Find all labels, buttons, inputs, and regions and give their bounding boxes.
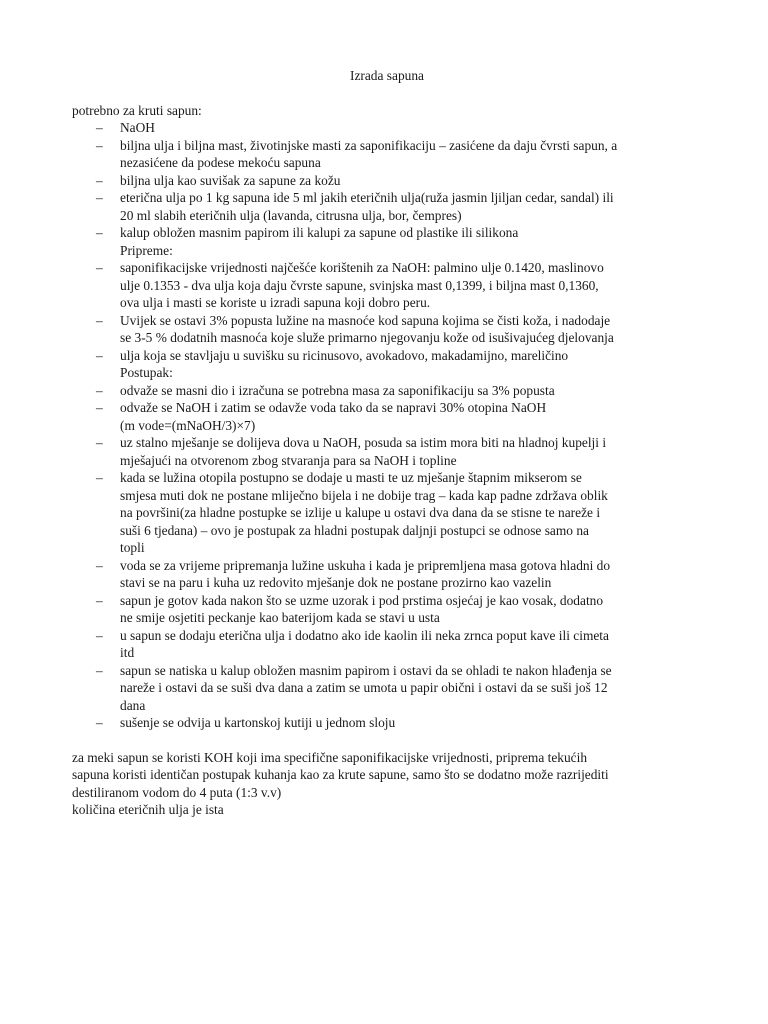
list-item: [72, 224, 702, 242]
text-line: na površini(za hladne postupke se izlije u kalupe u ostavi dva dana da se stisne te nareže i: [120, 505, 601, 520]
list-item: [72, 592, 702, 627]
list-item: [72, 189, 702, 224]
list-item: [72, 347, 702, 365]
text-line: u sapun se dodaju eterična ulja i dodatno ako ide kaolin ili neka zrnca poput kave ili cimeta: [120, 627, 609, 643]
list-item: [72, 399, 702, 434]
dash-bullet-icon: –: [96, 470, 103, 485]
text-line: kada se lužina otopila postupno se dodaje u masti te uz mješanje štapnim mikserom se: [120, 470, 582, 485]
text-line: Postupak:: [120, 365, 173, 380]
section-heading: [72, 364, 702, 382]
list-item: [72, 312, 702, 347]
list-item: [72, 662, 702, 715]
intro-line: potrebno za kruti sapun:: [72, 102, 202, 118]
text-line: Uvijek se ostavi 3% popusta lužine na masnoće kod sapuna kojima se čisti koža, i nadodaje: [120, 312, 611, 328]
document-page: [72, 67, 702, 819]
dash-bullet-icon: –: [96, 172, 103, 188]
text-line: suši 6 tjedana) – ovo je postupak za hladni postupak daljnji postupci se odnose samo na: [120, 522, 589, 538]
dash-bullet-icon: –: [96, 312, 103, 328]
text-line: kalup obložen masnim papirom ili kalupi za sapune od plastike ili silikona: [120, 225, 519, 240]
list-item: [72, 627, 702, 662]
list-item: [72, 557, 702, 592]
text-line: saponifikacijske vrijednosti najčešće korištenih za NaOH: palmino ulje 0.1420, maslinovo: [120, 260, 604, 275]
text-line: stavi se na paru i kuha uz redovito mješanje dok ne postane prozirno kao vazelin: [120, 575, 552, 590]
text-line: sapuna koristi identičan postupak kuhanja kao za krute sapune, samo što se dodatno može razrijediti: [72, 767, 609, 782]
final-line: količina eteričnih ulja je ista: [72, 802, 224, 817]
text-line: destiliranom vodom do 4 puta (1:3 v.v): [72, 784, 282, 800]
text-line: sapun je gotov kada nakon što se uzme uzorak i pod prstima osjećaj je kao vosak, dodatno: [120, 592, 604, 608]
dash-bullet-icon: –: [96, 260, 103, 275]
text-line: ulje 0.1353 - dva ulja koja daju čvrste sapune, svinjska mast 0,1399, i biljna mast 0,1360,: [120, 277, 599, 293]
text-line: uz stalno mješanje se dolijeva dova u NaOH, posuda sa istim mora biti na hladnoj kupelji i: [120, 435, 607, 450]
dash-bullet-icon: –: [96, 382, 103, 398]
closing-paragraph: [72, 749, 702, 802]
dash-bullet-icon: –: [96, 715, 103, 730]
text-line: eterična ulja po 1 kg sapuna ide 5 ml jakih eteričnih ulja(ruža jasmin ljiljan cedar, sandal) ili: [120, 190, 614, 205]
text-line: ulja koja se stavljaju u suvišku su ricinusovo, avokadovo, makadamijno, mareličino: [120, 347, 569, 363]
text-line: ova ulja i masti se koriste u izradi sapuna koji dobro peru.: [120, 295, 431, 310]
text-line: dana: [120, 697, 146, 713]
text-line: smjesa muti dok ne postane mliječno bijela i ne dobije trag – kada kap padne zdržava oblik: [120, 487, 608, 503]
text-line: mješajući na otvorenom zbog stvaranja para sa NaOH i topline: [120, 452, 457, 468]
dash-bullet-icon: –: [96, 627, 103, 643]
text-line: odvaže se NaOH i zatim se odavže voda tako da se napravi 30% otopina NaOH: [120, 400, 547, 415]
text-line: se 3-5 % dodatnih masnoća koje služe primarno njegovanju kože od isušivajućeg djelovanja: [120, 330, 614, 345]
dash-bullet-icon: –: [96, 225, 103, 240]
text-line: ne smije osjetiti peckanje kao baterijom kada se stavi u usta: [120, 610, 440, 625]
text-line: topli: [120, 540, 145, 555]
dash-bullet-icon: –: [96, 662, 103, 678]
dash-bullet-icon: –: [96, 400, 103, 415]
text-line: sušenje se odvija u kartonskoj kutiji u jednom sloju: [120, 715, 396, 730]
dash-bullet-icon: –: [96, 435, 103, 450]
dash-bullet-icon: –: [96, 347, 103, 363]
ingredient-and-step-list: [72, 119, 702, 732]
list-item: [72, 119, 702, 137]
text-line: za meki sapun se koristi KOH koji ima specifične saponifikacijske vrijednosti, priprema tekućih: [72, 749, 588, 765]
list-item: [72, 714, 702, 732]
list-item: [72, 469, 702, 557]
list-item: [72, 137, 702, 172]
dash-bullet-icon: –: [96, 557, 103, 573]
text-line: voda se za vrijeme pripremanja lužine uskuha i kada je pripremljena masa gotova hladni do: [120, 557, 611, 573]
dash-bullet-icon: –: [96, 592, 103, 608]
dash-bullet-icon: –: [96, 137, 103, 153]
text-line: (m vode=(mNaOH/3)×7): [120, 417, 256, 433]
text-line: NaOH: [120, 120, 155, 135]
text-line: sapun se natiska u kalup obložen masnim papirom i ostavi da se ohladi te nakon hlađenja se: [120, 662, 612, 678]
text-line: biljna ulja kao suvišak za sapune za kožu: [120, 172, 341, 188]
text-line: itd: [120, 645, 135, 660]
text-line: nareže i ostavi da se suši dva dana a zatim se umota u papir obični i ostavi da se suši još 12: [120, 680, 608, 695]
text-line: nezasićene da podese mekoću sapuna: [120, 155, 321, 170]
dash-bullet-icon: –: [96, 120, 103, 135]
list-item: [72, 382, 702, 400]
list-item: [72, 259, 702, 312]
list-item: [72, 434, 702, 469]
page-title: Izrada sapuna: [350, 68, 424, 83]
section-heading: [72, 242, 702, 260]
text-line: biljna ulja i biljna mast, životinjske masti za saponifikaciju – zasićene da daju čvrsti sapun, a: [120, 137, 618, 153]
dash-bullet-icon: –: [96, 190, 103, 205]
text-line: odvaže se masni dio i izračuna se potrebna masa za saponifikaciju sa 3% popusta: [120, 382, 555, 398]
list-item: [72, 172, 702, 190]
text-line: Pripreme:: [120, 242, 173, 258]
text-line: 20 ml slabih eteričnih ulja (lavanda, citrusna ulja, bor, čempres): [120, 207, 462, 223]
